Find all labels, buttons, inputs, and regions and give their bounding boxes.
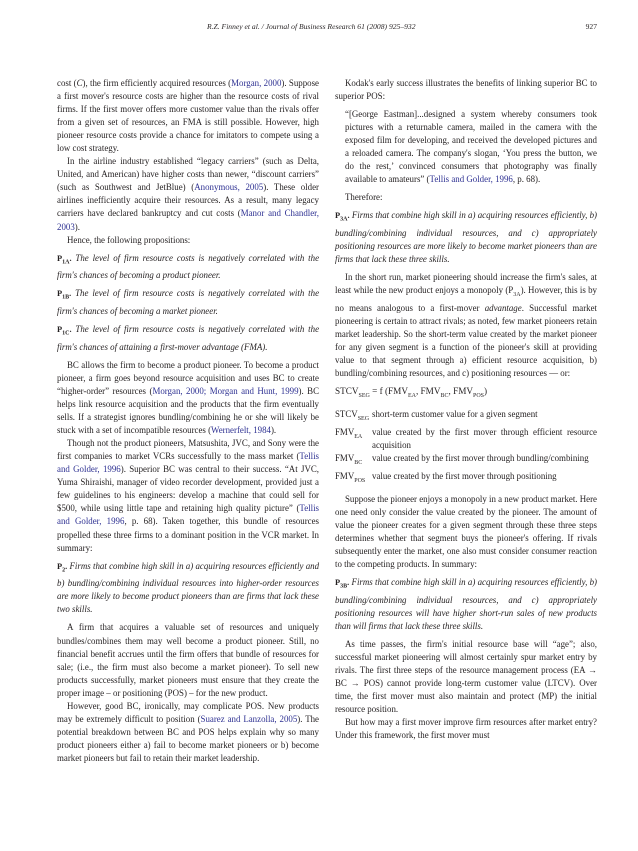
block-quote: “[George Eastman]...designed a system whereby consumers took pictures with a returnable camera, mailed in the camera with the exposed film for developing, and received the developed pictures and a reloaded camera. The company's slogan, ‘You press the button, we do the rest,’ convinced consumers that photography was finally available to amateurs” (Tellis and Golder, 1996, p. 68). <box>345 109 597 185</box>
paragraph: BC allows the firm to become a product pioneer. To become a product pioneer, a firm goes beyond resource acquisition and uses BC to create “higher-order” resources (Morgan, 2000; Morgan and Hunt, 1999). BC helps link resource acquisition and the products that the firm eventually sells. If a strategist ignores bundling/combining he or she will likely be stuck with a set of incompatible resources (Wernerfelt, 1984). <box>57 359 320 436</box>
proposition-2: $P_2$. Firms that combine high skill in a) acquiring resources efficiently and b) bundling/combining individual resources into higher-order resources are more likely to become product pioneers than are firms that lack these two skills. <box>57 560 320 615</box>
paragraph: cost (C), the firm efficiently acquired resources (Morgan, 2000). Suppose a first mover's resource costs are higher than the resource costs of rival firms. If the first mover offers more customer value than the rivals offer from a given set of resources, an FMA is still possible. However, high pioneer resource costs provide a chance for imitators to compete using a low cost strategy. <box>57 78 319 154</box>
paragraph: But how may a first mover improve firm resources after market entry? Under this framework, the first mover must <box>335 717 597 741</box>
citation-link[interactable]: Tellis and Golder, 1996 <box>429 174 513 185</box>
paragraph: Therefore: <box>345 192 383 203</box>
citation-link[interactable]: Morgan, 2000 <box>231 78 282 88</box>
paragraph: Suppose the pioneer enjoys a monopoly in a new product market. Here one need only consider the value created by the pioneer. The amount of value the pioneer creates for a given segment through these three steps determines whether that segment buys the pioneer's offering. If rivals subsequently enter the market, one also must consider consumer reaction to the competing products. In summary: <box>335 493 597 570</box>
paragraph: Hence, the following propositions: <box>67 234 191 245</box>
running-header <box>57 22 597 34</box>
paragraph: As time passes, the firm's initial resource base will “age”; also, successful market pioneering will almost certainly spur market entry by rivals. The first three steps of the resource management process (EA → BC → POS) cannot provide long-term customer value (LTCV). Over time, the first mover must also maintain and protect (MP) the initial resource position. <box>335 639 597 715</box>
definition-item: $FMV_{EA}$ value created by the first mover through efficient resource acquisition <box>335 427 597 451</box>
citation-link[interactable]: Suarez and Lanzolla, 2005 <box>200 713 298 724</box>
equation: $STCV_{SEG} = f$ ($FMV_{EA}$, $FMV_{BC}$, $FMV_{POS}$) <box>335 386 488 400</box>
definition-list <box>335 408 597 488</box>
proposition-3a: $P_{3A}$. Firms that combine high skill in a) acquiring resources efficiently, b) bundling/combining individual resources, and c) appropriately positioning resources are more likely to become market pioneers than are firms that lack these three skills. <box>335 210 597 265</box>
definition-item: $FMV_{POS}$ value created by the first mover through positioning <box>335 471 557 484</box>
proposition-1c: $P_{1C}$. The level of firm resource costs is negatively correlated with the firm's chances of attaining a first-mover advantage (FMA). <box>57 324 320 352</box>
definition-item: $STCV_{SEG}$ short-term customer value for a given segment <box>335 409 538 423</box>
proposition-1b: $P_{1B}$. The level of firm resource costs is negatively correlated with the firm's chances of becoming a market pioneer. <box>57 288 320 317</box>
paragraph: Though not the product pioneers, Matsushita, JVC, and Sony were the first companies to market VCRs successfully to the mass market (Tellis and Golder, 1996). Superior BC was central to their success. “At JVC, Yuma Shiraishi, manager of video recorder development, provided just a few guidelines to his engineers: develop a machine that could sell for $500, while using little tape and retaining high quality picture” (Tellis and Golder, 1996, p. 68). Taken together, this bundle of resources propelled these three firms to a dominant position in the VCR market. In summary: <box>57 438 320 553</box>
right-column <box>335 77 597 742</box>
paragraph: A firm that acquires a valuable set of resources and uniquely bundles/combines them may well become a product pioneer. Still, no financial benefit accrues until the firm offers that bundle of resources for sale; (i.e., the firm must also become a market pioneer). To sell new products successfully, market pioneers must ensure that they create the proper image – or positioning (POS) – for the new product. <box>57 622 319 698</box>
definition-item: $FMV_{BC}$ value created by the first mover through bundling/combining <box>335 453 589 467</box>
citation-link[interactable]: Tellis and Golder, 1996 <box>57 503 319 527</box>
citation-link[interactable]: Morgan, 2000; Morgan and Hunt, 1999 <box>152 386 299 396</box>
proposition-1a: $P_{1A}$. The level of firm resource costs is negatively correlated with the firm's chances of becoming a product pioneer. <box>57 252 320 281</box>
citation-link[interactable]: Anonymous, 2005 <box>194 182 264 193</box>
paragraph: However, good BC, ironically, may complicate POS. New products may be extremely difficult to position (Suarez and Lanzolla, 2005). The potential breakdown between BC and POS helps explain why so many product pioneers either a) fail to become market pioneers or b) become market pioneers but fail to retain their market leadership. <box>57 700 319 763</box>
journal-citation: R.Z. Finney et al. / Journal of Business Research 61 (2008) 925–932 <box>207 22 416 31</box>
paragraph: In the airline industry established “legacy carriers” (such as Delta, United, and American) have higher costs than newer, “discount carriers” (such as Southwest and JetBlue) (Anonymous, 2005). These older airlines inefficiently acquire their resources. As a result, many legacy carriers have declared bankruptcy and cut costs (Manor and Chandler, 2003). <box>57 156 319 232</box>
paragraph: Kodak's early success illustrates the benefits of linking superior BC to superior POS: <box>335 78 597 102</box>
citation-link[interactable]: Tellis and Golder, 1996 <box>57 451 319 475</box>
citation-link[interactable]: Manor and Chandler, 2003 <box>57 208 319 232</box>
left-column <box>57 77 319 765</box>
citation-link[interactable]: Wernerfelt, 1984 <box>211 425 271 436</box>
paragraph: In the short run, market pioneering should increase the firm's sales, at least while the new product enjoys a monopoly $(P_{3A})$. However, this is by no means analogous to a first-mover advantage. Successful market pioneering is certain to attract rivals; as noted, few market pioneers retain market leadership. So the short-term value created by the market pioneer for any given segment is a function of the pioneer's skill at providing value to that segment through a) efficient resource acquisition, b) bundling/combining resources, and c) positioning resources — or: <box>335 272 597 379</box>
page-number: 927 <box>585 22 597 31</box>
proposition-3b: $P_{3B}$. Firms that combine high skill in a) acquiring resources efficiently, b) bundling/combining individual resources, and c) appropriately positioning resources will have higher short-run sales of new products than will firms that lack these three skills. <box>335 577 597 631</box>
